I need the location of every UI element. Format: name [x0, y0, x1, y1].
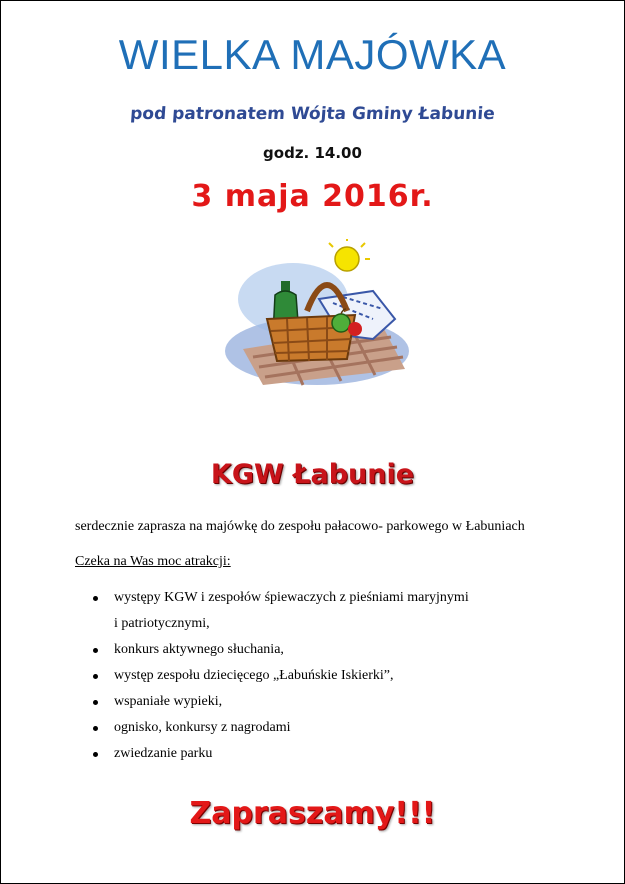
list-item — [91, 637, 469, 663]
attractions-heading: Czeka na Was moc atrakcji: — [75, 554, 231, 569]
list-item-text: występy KGW i zespołów śpiewaczych z pieśniami maryjnymi — [114, 590, 469, 605]
picnic-basket-icon — [223, 239, 411, 389]
event-hour: godz. 14.00 — [263, 144, 362, 162]
event-date: 3 maja 2016r. — [191, 179, 434, 214]
invitation-text: serdecznie zaprasza na majówkę do zespołu pałacowo- parkowego w Łabuniach — [75, 519, 525, 534]
list-item — [91, 585, 469, 637]
attractions-list — [91, 585, 469, 767]
list-item-text: występ zespołu dziecięcego „Łabuńskie Iskierki”, — [114, 668, 394, 683]
patronage-line: pod patronatem Wójta Gminy Łabunie — [129, 104, 496, 124]
list-item-text: ognisko, konkursy z nagrodami — [114, 720, 291, 735]
list-item-text-continued: i patriotycznymi, — [114, 616, 210, 631]
organizer-name: KGW Łabunie — [210, 459, 415, 490]
list-item — [91, 715, 469, 741]
list-item-text: konkurs aktywnego słuchania, — [114, 642, 284, 657]
list-item — [91, 689, 469, 715]
list-item — [91, 663, 469, 689]
list-item-text: zwiedzanie parku — [114, 746, 213, 761]
closing-invitation: Zapraszamy!!! — [189, 796, 436, 831]
list-item — [91, 741, 469, 767]
poster-title: WIELKA MAJÓWKA — [118, 31, 507, 78]
list-item-text: wspaniałe wypieki, — [114, 694, 223, 709]
